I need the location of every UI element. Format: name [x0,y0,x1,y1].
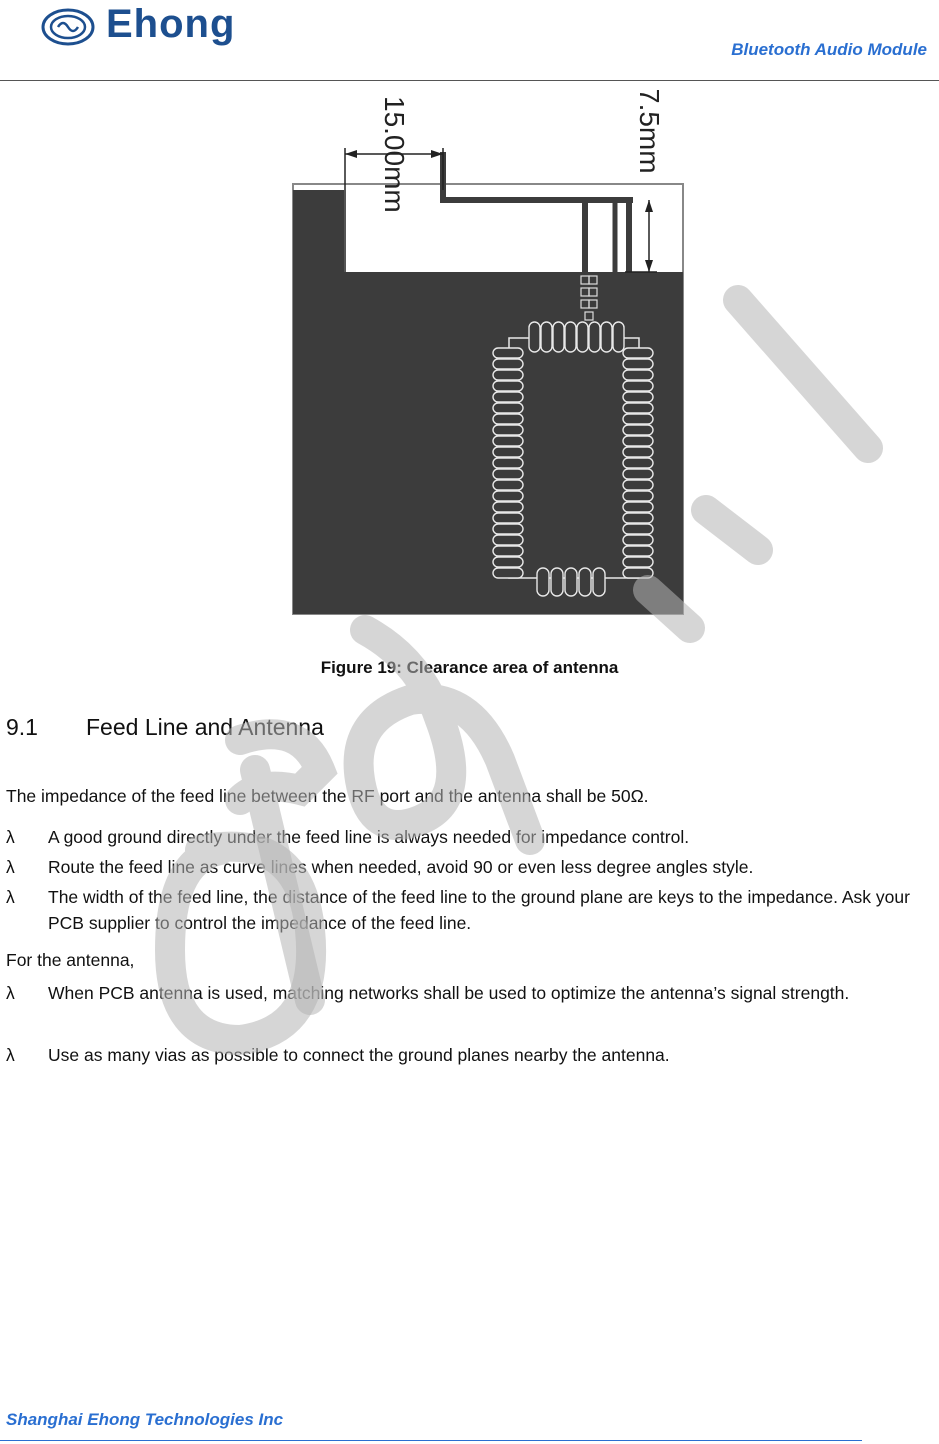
module-pad [577,322,588,352]
module-pad [579,568,591,596]
module-pad [623,491,653,501]
module-pad [623,458,653,468]
module-pad [553,322,564,352]
module-pad [493,568,523,578]
module-pad [623,392,653,402]
section-heading [6,714,324,741]
module-pad [493,458,523,468]
list-item-text: Use as many vias as possible to connect the ground planes nearby the antenna. [48,1045,670,1065]
section-title: Feed Line and Antenna [86,714,324,740]
module-pad [623,381,653,391]
module-pad [623,348,653,358]
module-pad [493,557,523,567]
module-pad [493,403,523,413]
module-pad [623,502,653,512]
module-pad [493,480,523,490]
module-pad [541,322,552,352]
list-item-text: When PCB antenna is used, matching networks shall be used to optimize the antenna’s signal strength. [48,983,850,1003]
module-pad [589,322,600,352]
antenna-intro: For the antenna, [6,950,135,970]
module-pad [623,568,653,578]
logo-mark-icon [40,6,100,48]
list-item [6,854,931,880]
module-pad [493,469,523,479]
module-pad [493,392,523,402]
pcb-layout-drawing [285,90,705,630]
header-divider [0,80,939,81]
list-item [6,824,931,850]
footer-divider [0,1440,862,1441]
module-pad [613,322,624,352]
list-item [6,980,931,1006]
module-pad [623,370,653,380]
bullet-symbol: λ [6,857,15,877]
company-logo [40,2,270,48]
footer-company: Shanghai Ehong Technologies Inc [6,1410,284,1429]
intro-paragraph: The impedance of the feed line between the RF port and the antenna shall be 50Ω. [6,786,649,806]
module-pad [493,513,523,523]
module-pad [493,502,523,512]
module-pad [623,469,653,479]
module-pad [623,480,653,490]
module-pad [623,524,653,534]
module-pad [493,447,523,457]
module-pad [623,557,653,567]
module-pad [565,322,576,352]
module-pad [623,425,653,435]
antenna-clearance-figure [285,90,705,630]
height-dimension-label: 7.5mm [634,90,665,174]
bullet-symbol: λ [6,1045,15,1065]
section-number: 9.1 [6,714,38,740]
module-pad [623,447,653,457]
module-pad [493,491,523,501]
bullet-symbol: λ [6,887,15,907]
list-item [6,884,931,936]
module-pad [623,436,653,446]
module-pad [493,348,523,358]
module-pad [493,535,523,545]
module-pad [493,414,523,424]
module-pad [537,568,549,596]
width-dimension-label: 15.00mm [379,96,410,213]
module-pad [623,359,653,369]
module-pad [593,568,605,596]
list-item-text: Route the feed line as curve lines when needed, avoid 90 or even less degree angles style. [48,857,754,877]
module-pad [623,535,653,545]
figure-caption: Figure 19: Clearance area of antenna [320,658,619,677]
module-pad [493,370,523,380]
module-pad [623,513,653,523]
module-pad [493,436,523,446]
bullet-symbol: λ [6,983,15,1003]
module-pad [529,322,540,352]
list-item-text: The width of the feed line, the distance of the feed line to the ground plane are keys to the impedance. Ask your PCB supplier to control the impedance of the feed line. [48,887,910,933]
module-pad [623,403,653,413]
module-pad [623,414,653,424]
module-pad [493,359,523,369]
list-item-text: A good ground directly under the feed line is always needed for impedance control. [48,827,690,847]
document-header-title: Bluetooth Audio Module [731,40,927,59]
module-pad [551,568,563,596]
module-pad [493,381,523,391]
module-pad [623,546,653,556]
module-pad [493,425,523,435]
bullet-symbol: λ [6,827,15,847]
module-pad [493,546,523,556]
module-pad [493,524,523,534]
logo-wordmark: Ehong [106,2,236,46]
list-item [6,1042,931,1068]
module-pad [565,568,577,596]
module-pad [601,322,612,352]
